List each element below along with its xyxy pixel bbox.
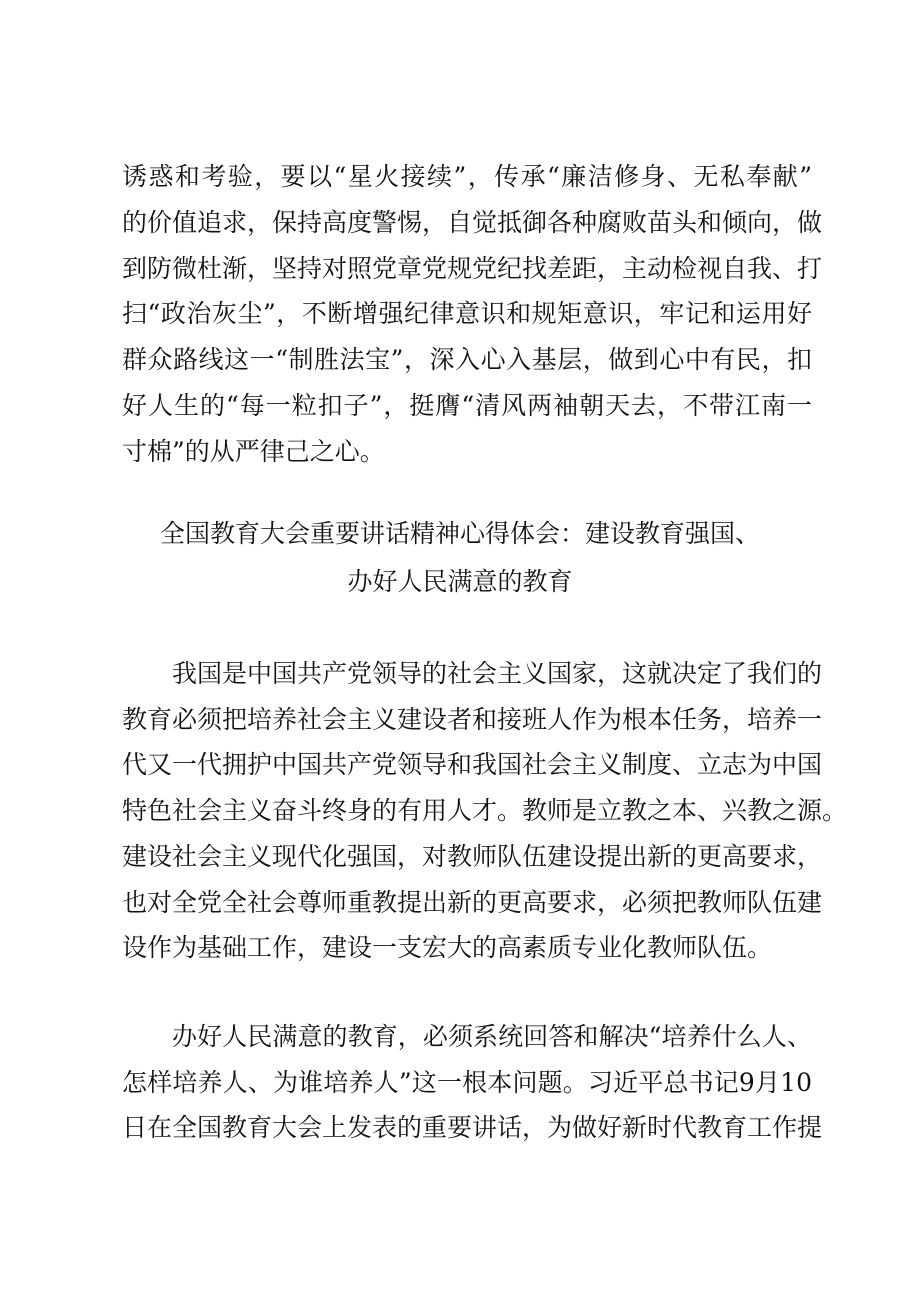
paragraph-line: 怎样培养人、为谁培养人”这一根本问题。习近平总书记9月10 <box>122 1068 812 1097</box>
paragraph-line: 特色社会主义奋斗终身的有用人才。教师是立教之本、兴教之源。 <box>122 796 848 825</box>
paragraph-line: 好人生的“每一粒扣子”，挺膺“清风两袖朝天去，不带江南一 <box>122 391 812 420</box>
paragraph-line: 的价值追求，保持高度警惕，自觉抵御各种腐败苗头和倾向，做 <box>122 208 823 237</box>
paragraph-line: 到防微杜渐，坚持对照党章党规党纪找差距，主动检视自我、打 <box>122 254 823 283</box>
paragraph-line: 办好人民满意的教育，必须系统回答和解决“培养什么人、 <box>172 1022 812 1051</box>
paragraph-line: 我国是中国共产党领导的社会主义国家，这就决定了我们的 <box>172 659 823 688</box>
paragraph-line: 群众路线这一“制胜法宝”，深入心入基层，做到心中有民，扣 <box>122 345 812 374</box>
paragraph-line: 建设社会主义现代化强国，对教师队伍建设提出新的更高要求， <box>122 842 823 871</box>
heading-line-2: 办好人民满意的教育 <box>347 567 573 596</box>
heading-line-1: 全国教育大会重要讲话精神心得体会：建设教育强国、 <box>159 519 760 548</box>
paragraph-line: 教育必须把培养社会主义建设者和接班人作为根本任务，培养一 <box>122 705 823 734</box>
paragraph-line: 设作为基础工作，建设一支宏大的高素质专业化教师队伍。 <box>122 933 773 962</box>
paragraph-line: 寸棉”的从严律己之心。 <box>122 437 385 466</box>
paragraph-line: 扫“政治灰尘”，不断增强纪律意识和规矩意识，牢记和运用好 <box>122 299 812 328</box>
paragraph-line: 也对全党全社会尊师重教提出新的更高要求，必须把教师队伍建 <box>122 888 823 917</box>
paragraph-line: 代又一代拥护中国共产党领导和我国社会主义制度、立志为中国 <box>122 750 823 779</box>
paragraph-line: 日在全国教育大会上发表的重要讲话，为做好新时代教育工作提 <box>122 1113 823 1142</box>
paragraph-line: 诱惑和考验，要以“星火接续”，传承“廉洁修身、无私奉献” <box>122 162 812 191</box>
